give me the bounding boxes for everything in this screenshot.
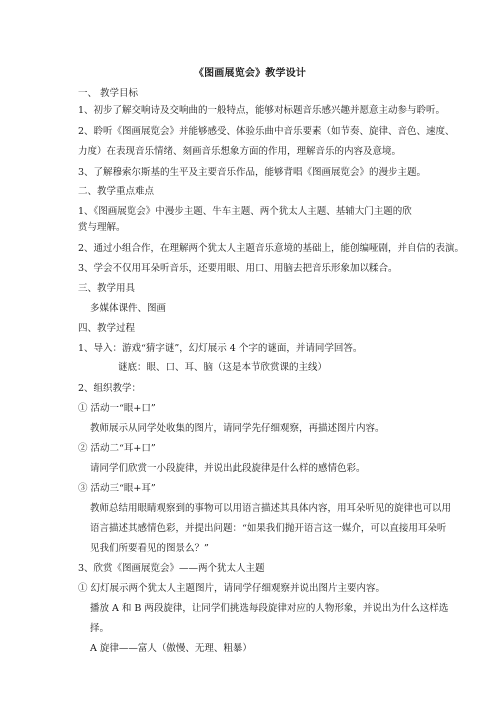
activity-3-heading: ③ 活动三“眼+耳” — [78, 483, 156, 494]
objective-line-1: 1、初步了解交响诗及交响曲的一般特点，能够对标题音乐感兴趣并愿意主动参与聆听。 — [78, 105, 446, 116]
process-line-organize: 2、组织教学： — [78, 383, 142, 394]
section-heading-objectives: 一、 教学目标 — [78, 88, 139, 99]
key-point-line-1-cont: 赏与理解。 — [78, 222, 126, 233]
objective-line-2-cont: 力度）在表现音乐情绪、刻画音乐想象方面的作用，理解音乐的内容及意境。 — [78, 146, 402, 157]
section-heading-key-points: 二、教学重点难点 — [78, 186, 155, 197]
activity-3-text-3: 见我们所要看见的图景么？” — [90, 543, 209, 554]
activity-3-text-1: 教师总结用眼睛观察到的事物可以用语言描述其具体内容，用耳朵听见的旋律也可以用 — [90, 503, 452, 514]
appreciation-step-1: ① 幻灯展示两个犹太人主题图片，请同学仔细观察并说出图片主要内容。 — [78, 583, 386, 594]
objective-line-3: 3、了解穆索尔斯基的生平及主要音乐作品，能够背唱《图画展览会》的漫步主题。 — [78, 167, 427, 178]
tools-line: 多媒体课件、图画 — [90, 303, 167, 314]
objective-line-2: 2、聆听《图画展览会》并能够感受、体验乐曲中音乐要素（如节奏、旋律、音色、速度、 — [78, 126, 455, 137]
appreciation-text-1-cont: 择。 — [90, 623, 110, 634]
activity-1-heading: ① 活动一“眼+口” — [78, 403, 156, 414]
document-title: 《图画展览会》教学设计 — [193, 68, 307, 79]
activity-2-heading: ② 活动二“耳+口” — [78, 443, 156, 454]
process-line-riddle-answer: 谜底：眼、口、耳、脑（这是本节欣赏课的主线） — [118, 362, 328, 373]
section-heading-tools: 三、教学用具 — [78, 283, 136, 294]
key-point-line-2: 2、通过小组合作，在理解两个犹太人主题音乐意境的基础上，能创编哑剧，并自信的表演。 — [78, 243, 465, 254]
appreciation-heading: 3、欣赏《图画展览会》——两个犹太人主题 — [78, 563, 265, 574]
appreciation-text-1: 播放 A 和 B 两段旋律，让同学们挑选每段旋律对应的人物形象，并说出为什么这样选 — [90, 603, 449, 614]
section-heading-process: 四、教学过程 — [78, 323, 136, 334]
key-point-line-1: 1、《图画展览会》中漫步主题、牛车主题、两个犹太人主题、基辅大门主题的欣 — [78, 206, 412, 217]
key-point-line-3: 3、学会不仅用耳朵听音乐，还要用眼、用口、用脑去把音乐形象加以糅合。 — [78, 263, 398, 274]
activity-3-text-2: 语言描述其感情色彩，并提出问题：“如果我们抛开语言这一媒介，可以直接用耳朵听 — [90, 523, 447, 534]
activity-2-text: 请同学们欣赏一小段旋律，并说出此段旋律是什么样的感情色彩。 — [90, 463, 366, 474]
melody-a-line: A 旋律——富人（傲慢、无理、粗暴） — [90, 643, 252, 654]
activity-1-text: 教师展示从同学处收集的图片，请同学先仔细观察，再描述图片内容。 — [90, 423, 385, 434]
process-line-intro: 1、导入：游戏“猜字谜”，幻灯展示 4 个字的谜面，并请同学回答。 — [78, 343, 363, 354]
